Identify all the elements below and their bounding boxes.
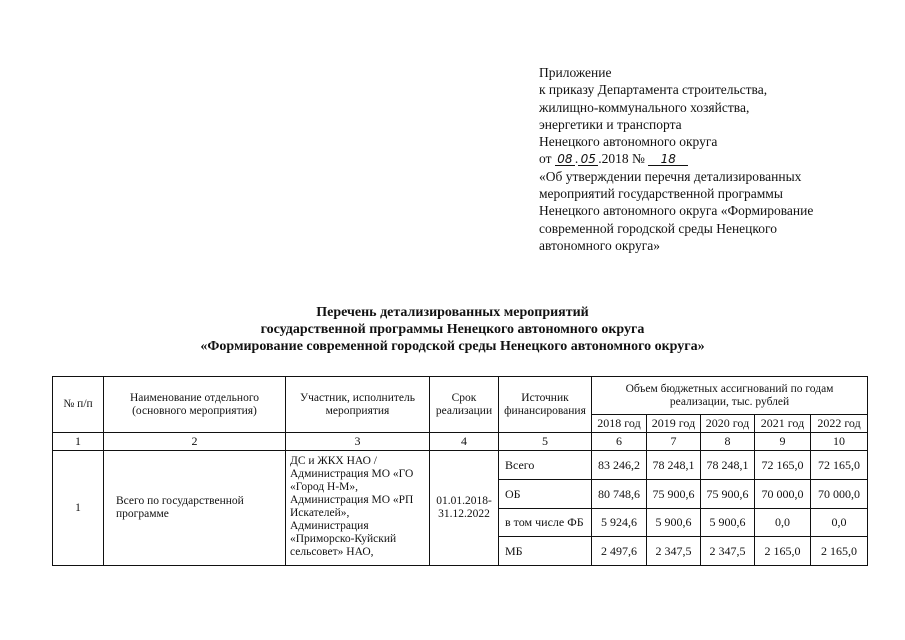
appendix-dept-line: жилищно-коммунального хозяйства, (539, 99, 750, 115)
index-cell: 5 (499, 433, 592, 451)
appendix-order-line: к приказу Департамента строительства, (539, 82, 768, 98)
appendix-label: Приложение (539, 65, 612, 80)
measures-table (52, 376, 868, 566)
index-cell: 8 (701, 433, 755, 451)
header-participant: Участник, исполнитель мероприятия (286, 377, 430, 433)
value-cell: 75 900,6 (701, 480, 755, 509)
appendix-date-line (539, 150, 884, 167)
appendix-subject-line-5: автономного округа» (539, 237, 660, 253)
date-day: 08 (555, 153, 575, 166)
value-cell: 2 347,5 (701, 537, 755, 566)
value-cell: 83 246,2 (592, 451, 647, 480)
appendix-subject-line: «Об утверждении перечня детализированных (539, 168, 802, 184)
appendix-subject-line-3: Ненецкого автономного округа «Формирование (539, 203, 814, 219)
index-cell: 6 (592, 433, 647, 451)
value-cell: 70 000,0 (755, 480, 811, 509)
title-line-1: Перечень детализированных мероприятий (316, 305, 589, 320)
value-cell: 2 165,0 (755, 537, 811, 566)
value-cell: 0,0 (811, 509, 868, 537)
value-cell: 2 165,0 (811, 537, 868, 566)
index-cell: 9 (755, 433, 811, 451)
appendix-subject-line-2: мероприятий государственной программы (539, 186, 783, 202)
source-total: Всего (499, 451, 592, 480)
source-regional-budget: ОБ (499, 480, 592, 509)
row-name: Всего по государственной программе (104, 451, 286, 566)
appendix-subject-line-4: современной городской среды Ненецкого (539, 220, 777, 236)
value-cell: 2 347,5 (647, 537, 701, 566)
year-2022: 2022 год (811, 415, 868, 433)
value-cell: 75 900,6 (647, 480, 701, 509)
source-federal-budget: в том числе ФБ (499, 509, 592, 537)
value-cell: 5 900,6 (701, 509, 755, 537)
year-2018: 2018 год (592, 415, 647, 433)
index-row (53, 433, 868, 451)
index-cell: 7 (647, 433, 701, 451)
header-row (53, 377, 868, 415)
header-source: Источник финансирования (499, 377, 592, 433)
value-cell: 5 900,6 (647, 509, 701, 537)
date-separator: . (574, 151, 579, 167)
source-municipal-budget: МБ (499, 537, 592, 566)
index-cell: 4 (430, 433, 499, 451)
value-cell: 80 748,6 (592, 480, 647, 509)
index-cell: 2 (104, 433, 286, 451)
value-cell: 0,0 (755, 509, 811, 537)
date-prefix: от (539, 151, 552, 167)
value-cell: 78 248,1 (701, 451, 755, 480)
value-cell: 78 248,1 (647, 451, 701, 480)
row-term: 01.01.2018-31.12.2022 (430, 451, 499, 566)
row-participant: ДС и ЖКХ НАО / Администрация МО «ГО «Город Н-М», Администрация МО «РП Искателей», Администрация «Приморско-Куйский сельсовет» НАО, (286, 451, 430, 566)
index-cell: 3 (286, 433, 430, 451)
date-year: .2018 № (598, 151, 645, 167)
title-line-3: «Формирование современной городской среды Ненецкого автономного округа» (200, 339, 705, 354)
header-term: Срок реализации (430, 377, 499, 433)
order-number: 18 (648, 153, 688, 166)
appendix-region-line: Ненецкого автономного округа (539, 134, 718, 150)
value-cell: 2 497,6 (592, 537, 647, 566)
value-cell: 5 924,6 (592, 509, 647, 537)
document-title (0, 304, 905, 355)
year-2020: 2020 год (701, 415, 755, 433)
date-month: 05 (578, 153, 598, 166)
year-2021: 2021 год (755, 415, 811, 433)
appendix-dept-line-2: энергетики и транспорта (539, 116, 682, 132)
value-cell: 70 000,0 (811, 480, 868, 509)
year-2019: 2019 год (647, 415, 701, 433)
value-cell: 72 165,0 (755, 451, 811, 480)
table-row (53, 451, 868, 480)
row-num: 1 (53, 451, 104, 566)
title-line-2: государственной программы Ненецкого автономного округа (260, 322, 645, 337)
value-cell: 72 165,0 (811, 451, 868, 480)
header-num: № п/п (53, 377, 104, 433)
header-budget: Объем бюджетных ассигнований по годам реализации, тыс. рублей (592, 377, 868, 415)
appendix-header (539, 64, 884, 254)
index-cell: 1 (53, 433, 104, 451)
header-name: Наименование отдельного (основного мероприятия) (104, 377, 286, 433)
index-cell: 10 (811, 433, 868, 451)
